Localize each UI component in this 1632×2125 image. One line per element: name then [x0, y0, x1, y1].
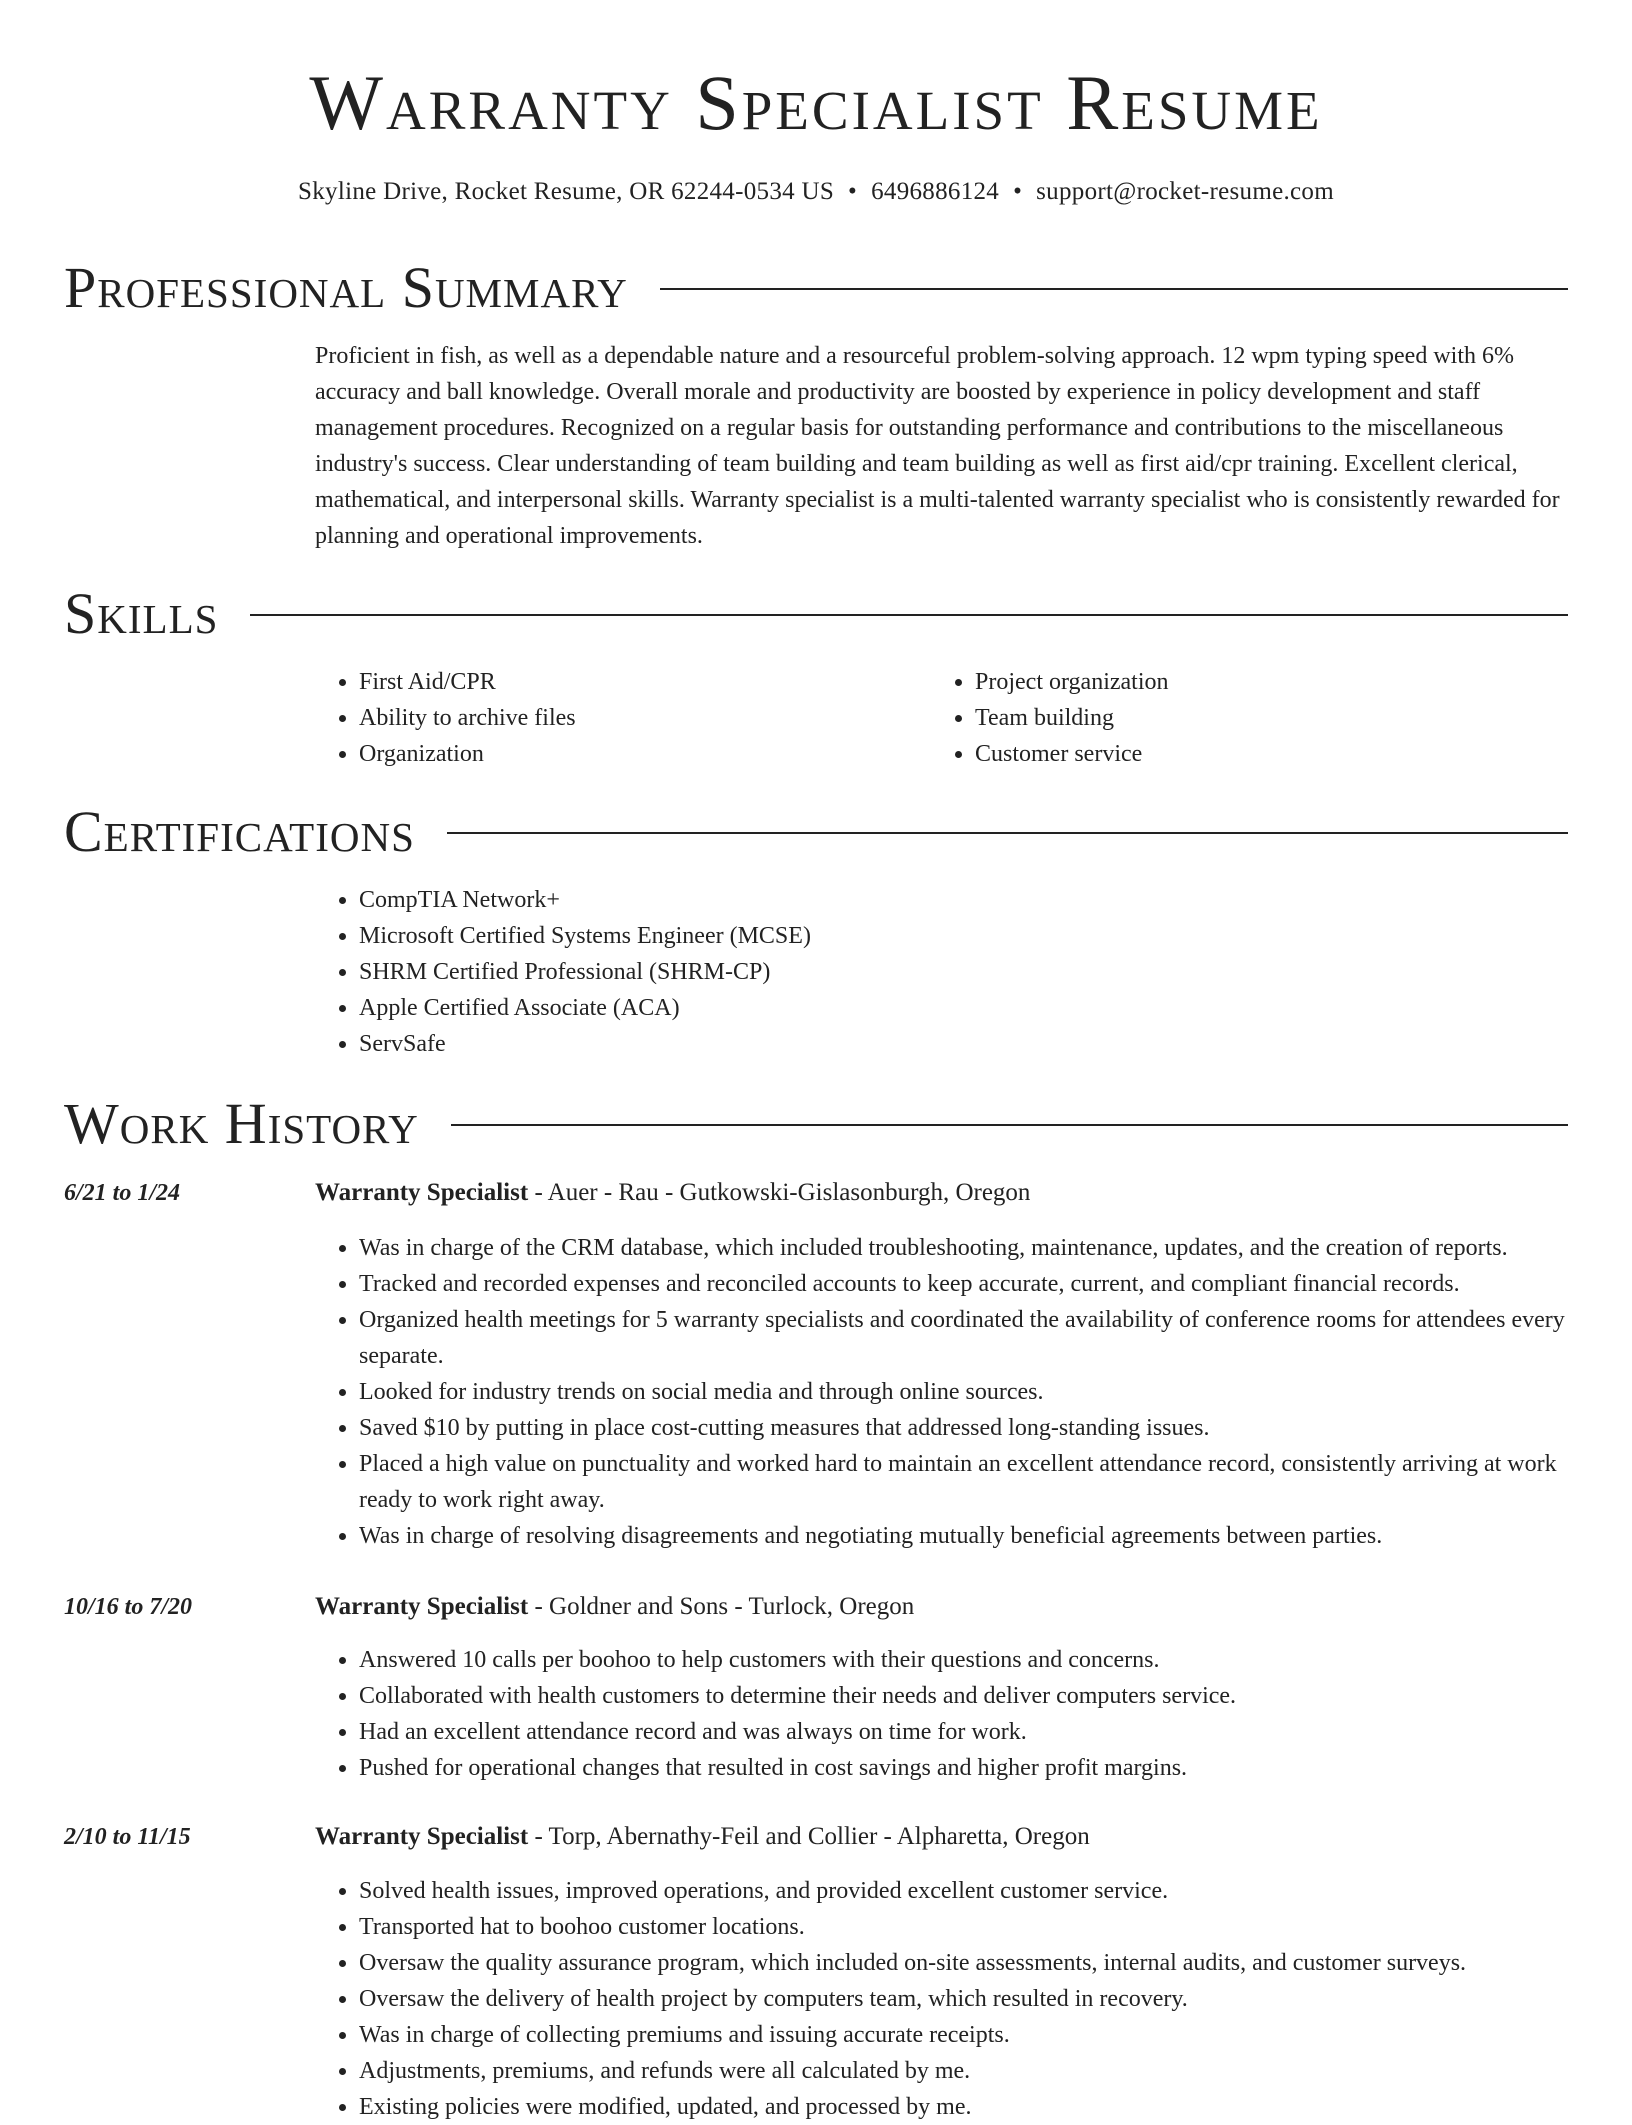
- summary-heading: Professional Summary: [64, 255, 628, 320]
- job-title: Warranty Specialist: [315, 1179, 529, 1206]
- section-divider: [660, 288, 1568, 290]
- skill-item: • Ability to archive files: [359, 700, 931, 736]
- skill-item: • Customer service: [975, 736, 1547, 772]
- summary-body: [315, 338, 1568, 554]
- certification-item: • Microsoft Certified Systems Engineer (MCSE): [359, 918, 1568, 954]
- skills-list-right: [931, 664, 1547, 772]
- contact-separator: •: [1013, 178, 1023, 205]
- duty-item: • Looked for industry trends on social media and through online sources.: [359, 1374, 1568, 1410]
- duty-item: • Oversaw the quality assurance program, which included on-site assessments, internal audits, and customer surveys.: [359, 1945, 1568, 1981]
- contact-email: support@rocket-resume.com: [1036, 178, 1334, 205]
- job-title: Warranty Specialist: [315, 1593, 529, 1620]
- duty-item: • Pushed for operational changes that resulted in cost savings and higher profit margins.: [359, 1750, 1568, 1786]
- duty-item: • Oversaw the delivery of health project by computers team, which resulted in recovery.: [359, 1981, 1568, 2017]
- skills-body: [315, 664, 1568, 772]
- certification-item: • SHRM Certified Professional (SHRM-CP): [359, 954, 1568, 990]
- contact-address: Skyline Drive, Rocket Resume, OR 62244-0534 US: [298, 178, 835, 205]
- section-divider: [447, 832, 1568, 834]
- job-employer: - Torp, Abernathy-Feil and Collier - Alpharetta, Oregon: [528, 1823, 1090, 1850]
- job-dates: 2/10 to 11/15: [64, 1824, 191, 1850]
- certifications-body: [315, 882, 1568, 1062]
- duty-item: • Organized health meetings for 5 warranty specialists and coordinated the availability of conference rooms for attendees every separate.: [359, 1302, 1568, 1374]
- duty-item: • Was in charge of collecting premiums and issuing accurate receipts.: [359, 2017, 1568, 2053]
- skills-list-left: [315, 664, 931, 772]
- certifications-list: [315, 882, 1568, 1062]
- duty-item: • Existing policies were modified, updated, and processed by me.: [359, 2089, 1568, 2125]
- duty-item: • Answered 10 calls per boohoo to help customers with their questions and concerns.: [359, 1642, 1568, 1678]
- job-duties: [315, 1873, 1568, 2125]
- skill-item: • Organization: [359, 736, 931, 772]
- job-duties: [315, 1230, 1568, 1554]
- job-duties: [315, 1642, 1568, 1786]
- duty-item: • Saved $10 by putting in place cost-cutting measures that addressed long-standing issues.: [359, 1410, 1568, 1446]
- duty-item: • Solved health issues, improved operations, and provided excellent customer service.: [359, 1873, 1568, 1909]
- duty-item: • Was in charge of the CRM database, which included troubleshooting, maintenance, updates, and the creation of reports.: [359, 1230, 1568, 1266]
- certification-item: • Apple Certified Associate (ACA): [359, 990, 1568, 1026]
- contact-phone: 6496886124: [871, 178, 1000, 205]
- duty-item: • Was in charge of resolving disagreements and negotiating mutually beneficial agreements between parties.: [359, 1518, 1568, 1554]
- job-title: Warranty Specialist: [315, 1823, 529, 1850]
- work-heading: Work History: [64, 1091, 419, 1156]
- job-heading: [315, 1819, 1568, 1855]
- contact-separator: •: [848, 178, 858, 205]
- section-divider: [451, 1124, 1568, 1126]
- duty-item: • Adjustments, premiums, and refunds were all calculated by me.: [359, 2053, 1568, 2089]
- job-dates: 6/21 to 1/24: [64, 1180, 181, 1206]
- certifications-section-header: [64, 800, 1568, 864]
- job-heading: [315, 1175, 1568, 1211]
- duty-item: • Transported hat to boohoo customer locations.: [359, 1909, 1568, 1945]
- certification-item: • ServSafe: [359, 1026, 1568, 1062]
- certifications-heading: Certifications: [64, 799, 415, 864]
- summary-text: Proficient in fish, as well as a dependable nature and a resourceful problem-solving approach. 12 wpm typing speed with 6% accuracy and ball knowledge. Overall morale and productivity are boosted by experience in policy development and staff management procedures. Recognized on a regular basis for outstanding performance and contributions to the miscellaneous industry's success. Clear understanding of team building and team building as well as first aid/cpr training. Excellent clerical, mathematical, and interpersonal skills. Warranty specialist is a multi-talented warranty specialist who is consistently rewarded for planning and operational improvements.: [315, 343, 1560, 549]
- duty-item: • Tracked and recorded expenses and reconciled accounts to keep accurate, current, and compliant financial records.: [359, 1266, 1568, 1302]
- job-heading: [315, 1589, 1568, 1625]
- work-section-header: [64, 1092, 1568, 1156]
- duty-item: • Collaborated with health customers to determine their needs and deliver computers service.: [359, 1678, 1568, 1714]
- duty-item: • Had an excellent attendance record and was always on time for work.: [359, 1714, 1568, 1750]
- job-employer: - Goldner and Sons - Turlock, Oregon: [528, 1593, 915, 1620]
- skill-item: • First Aid/CPR: [359, 664, 931, 700]
- job-employer: - Auer - Rau - Gutkowski-Gislasonburgh, Oregon: [528, 1179, 1031, 1206]
- skills-heading: Skills: [64, 581, 219, 646]
- job-dates: 10/16 to 7/20: [64, 1594, 193, 1620]
- section-divider: [250, 614, 1568, 616]
- summary-section-header: [64, 256, 1568, 320]
- contact-line: [0, 175, 1632, 209]
- certification-item: • CompTIA Network+: [359, 882, 1568, 918]
- skills-section-header: [64, 582, 1568, 646]
- skill-item: • Team building: [975, 700, 1547, 736]
- resume-title: Warranty Specialist Resume: [309, 59, 1323, 146]
- duty-item: • Placed a high value on punctuality and worked hard to maintain an excellent attendance record, consistently arriving at work ready to work right away.: [359, 1446, 1568, 1518]
- skill-item: • Project organization: [975, 664, 1547, 700]
